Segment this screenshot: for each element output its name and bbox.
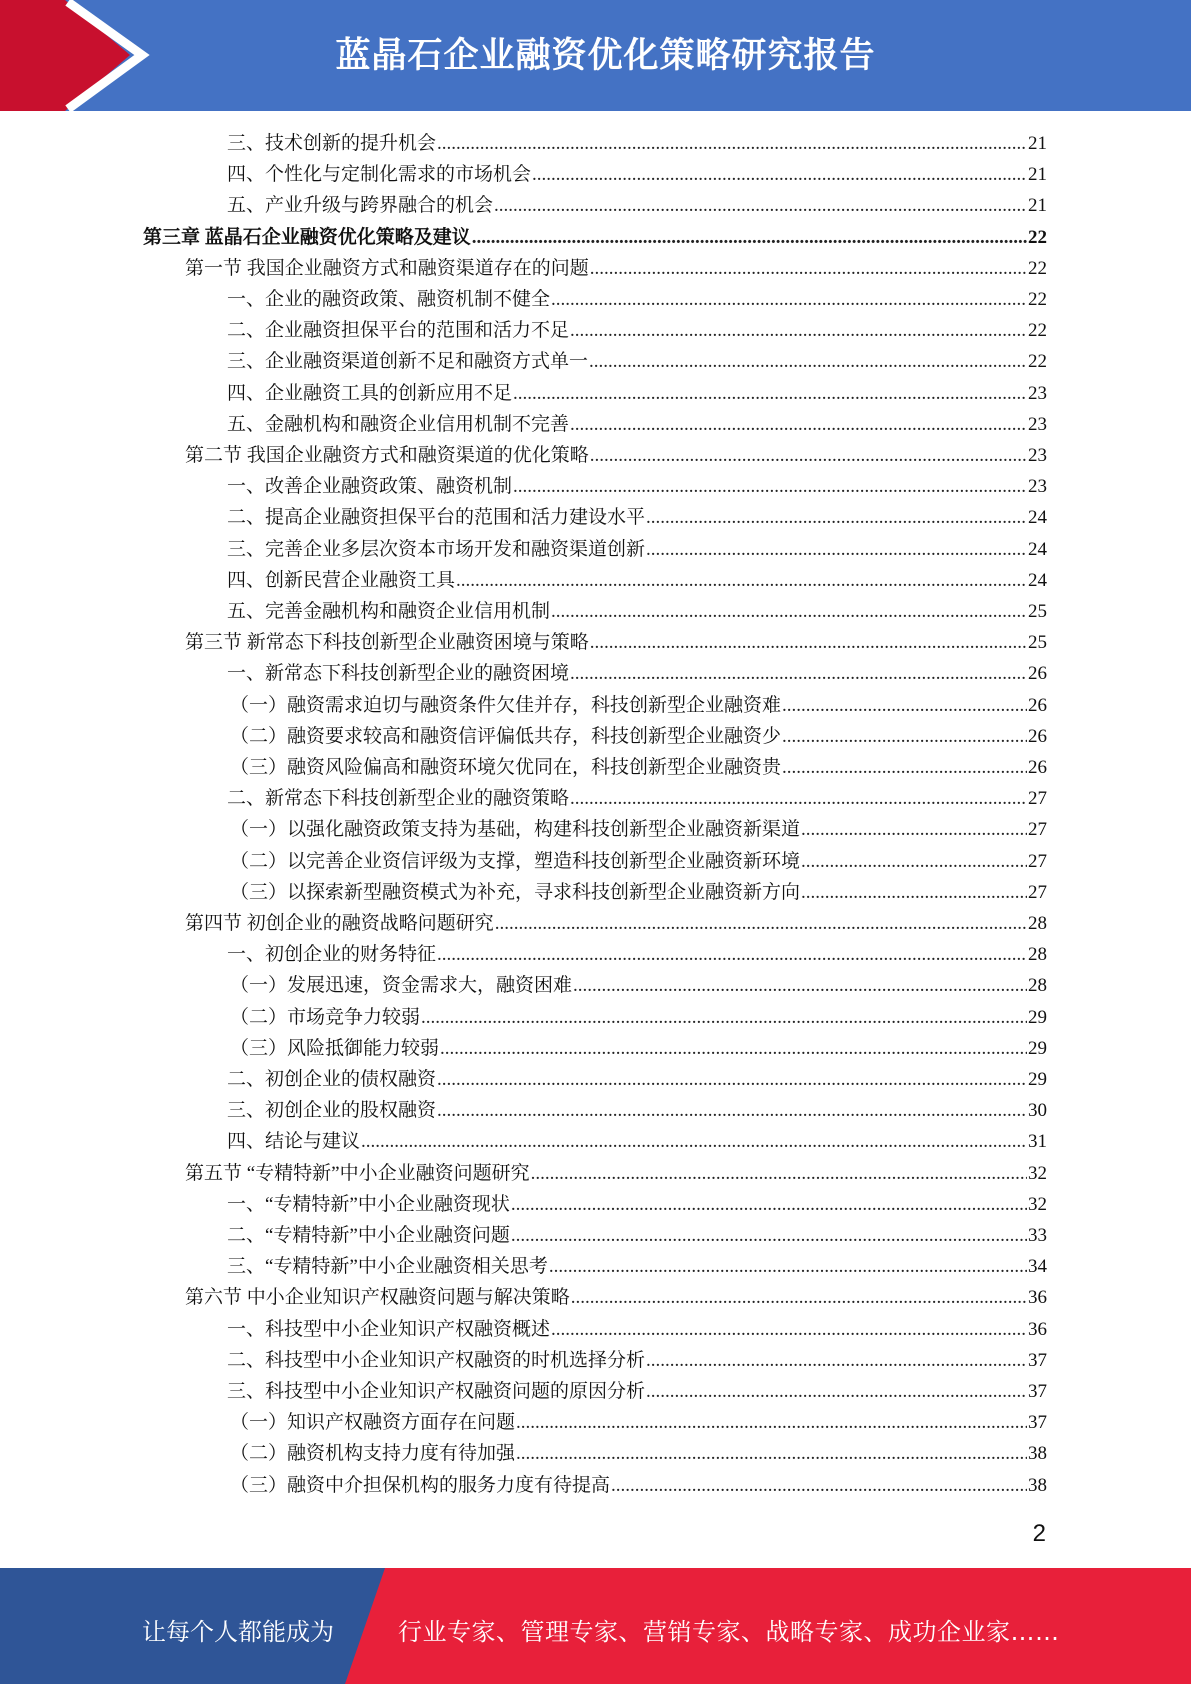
toc-entry-label: 一、初创企业的财务特征 xyxy=(227,944,437,965)
toc-entry-page: 37 xyxy=(1028,1381,1047,1402)
toc-entry-label: 第三章 蓝晶石企业融资优化策略及建议 xyxy=(143,227,471,248)
toc-entry-page: 23 xyxy=(1028,476,1047,497)
toc-entry-label: （一）以强化融资政策支持为基础，构建科技创新型企业融资新渠道 xyxy=(230,819,801,840)
toc-entry-page: 37 xyxy=(1028,1350,1047,1371)
toc-dot-leader xyxy=(646,502,1027,533)
toc-subsection-entry[interactable] xyxy=(230,752,1047,783)
toc-dot-leader xyxy=(511,1189,1027,1220)
toc-entry-label: 三、初创企业的股权融资 xyxy=(227,1100,437,1121)
toc-subsection-entry[interactable] xyxy=(227,315,1047,346)
toc-subsection-entry[interactable] xyxy=(227,658,1047,689)
toc-subsection-entry[interactable] xyxy=(227,1314,1047,1345)
toc-entry-label: 二、新常态下科技创新型企业的融资策略 xyxy=(227,788,570,809)
toc-dot-leader xyxy=(511,1220,1027,1251)
toc-dot-leader xyxy=(801,814,1027,845)
toc-entry-label: 一、新常态下科技创新型企业的融资困境 xyxy=(227,663,570,684)
toc-subsection-entry[interactable] xyxy=(227,1251,1047,1282)
toc-entry-page: 24 xyxy=(1028,507,1047,528)
toc-subsection-entry[interactable] xyxy=(227,346,1047,377)
toc-dot-leader xyxy=(516,1407,1027,1438)
toc-subsection-entry[interactable] xyxy=(230,846,1047,877)
toc-dot-leader xyxy=(495,908,1027,939)
toc-entry-page: 26 xyxy=(1028,695,1047,716)
toc-subsection-entry[interactable] xyxy=(230,814,1047,845)
toc-entry-label: （三）风险抵御能力较弱 xyxy=(230,1038,440,1059)
toc-entry-page: 30 xyxy=(1028,1100,1047,1121)
toc-entry-label: 第二节 我国企业融资方式和融资渠道的优化策略 xyxy=(185,445,589,466)
toc-entry-label: （二）以完善企业资信评级为支撑，塑造科技创新型企业融资新环境 xyxy=(230,851,801,872)
toc-entry-label: 一、科技型中小企业知识产权融资概述 xyxy=(227,1319,551,1340)
toc-entry-page: 27 xyxy=(1028,819,1047,840)
toc-entry-label: 第四节 初创企业的融资战略问题研究 xyxy=(185,913,494,934)
toc-dot-leader xyxy=(437,128,1027,159)
toc-subsection-entry[interactable] xyxy=(230,690,1047,721)
toc-entry-page: 21 xyxy=(1028,164,1047,185)
footer-banner xyxy=(0,1568,1191,1684)
toc-entry-page: 26 xyxy=(1028,757,1047,778)
toc-dot-leader xyxy=(590,627,1027,658)
toc-entry-page: 22 xyxy=(1028,227,1047,248)
toc-entry-label: 三、“专精特新”中小企业融资相关思考 xyxy=(227,1256,548,1277)
toc-subsection-entry[interactable] xyxy=(230,1407,1047,1438)
toc-entry-label: 三、企业融资渠道创新不足和融资方式单一 xyxy=(227,351,589,372)
toc-entry-label: 一、企业的融资政策、融资机制不健全 xyxy=(227,289,551,310)
toc-dot-leader xyxy=(472,222,1027,253)
toc-subsection-entry[interactable] xyxy=(230,1470,1047,1501)
toc-subsection-entry[interactable] xyxy=(227,783,1047,814)
toc-section-entry[interactable] xyxy=(185,1158,1047,1189)
toc-entry-page: 36 xyxy=(1028,1319,1047,1340)
toc-entry-label: （三）融资中介担保机构的服务力度有待提高 xyxy=(230,1475,611,1496)
toc-entry-page: 38 xyxy=(1028,1475,1047,1496)
toc-entry-label: 二、“专精特新”中小企业融资问题 xyxy=(227,1225,510,1246)
toc-dot-leader xyxy=(611,1470,1027,1501)
toc-dot-leader xyxy=(437,1095,1027,1126)
toc-entry-page: 26 xyxy=(1028,663,1047,684)
toc-dot-leader xyxy=(782,752,1027,783)
toc-subsection-entry[interactable] xyxy=(227,1095,1047,1126)
toc-dot-leader xyxy=(570,409,1027,440)
toc-entry-label: 二、企业融资担保平台的范围和活力不足 xyxy=(227,320,570,341)
toc-dot-leader xyxy=(573,970,1027,1001)
toc-entry-page: 28 xyxy=(1028,944,1047,965)
toc-entry-page: 34 xyxy=(1028,1256,1047,1277)
toc-entry-page: 27 xyxy=(1028,788,1047,809)
toc-dot-leader xyxy=(440,1033,1027,1064)
toc-entry-label: 第六节 中小企业知识产权融资问题与解决策略 xyxy=(185,1287,570,1308)
toc-dot-leader xyxy=(801,877,1027,908)
toc-subsection-entry[interactable] xyxy=(227,1126,1047,1157)
toc-subsection-entry[interactable] xyxy=(227,128,1047,159)
toc-entry-page: 23 xyxy=(1028,383,1047,404)
toc-entry-label: 第三节 新常态下科技创新型企业融资困境与策略 xyxy=(185,632,589,653)
toc-entry-page: 38 xyxy=(1028,1443,1047,1464)
toc-entry-label: （三）以探索新型融资模式为补充，寻求科技创新型企业融资新方向 xyxy=(230,882,801,903)
toc-entry-label: 三、完善企业多层次资本市场开发和融资渠道创新 xyxy=(227,539,646,560)
toc-dot-leader xyxy=(570,658,1027,689)
toc-entry-label: 五、金融机构和融资企业信用机制不完善 xyxy=(227,414,570,435)
toc-entry-page: 29 xyxy=(1028,1038,1047,1059)
toc-entry-page: 25 xyxy=(1028,601,1047,622)
toc-subsection-entry[interactable] xyxy=(227,471,1047,502)
toc-subsection-entry[interactable] xyxy=(227,1376,1047,1407)
toc-subsection-entry[interactable] xyxy=(230,721,1047,752)
toc-entry-label: 五、产业升级与跨界融合的机会 xyxy=(227,195,494,216)
toc-dot-leader xyxy=(494,190,1027,221)
toc-entry-label: 三、技术创新的提升机会 xyxy=(227,133,437,154)
toc-subsection-entry[interactable] xyxy=(230,1002,1047,1033)
toc-entry-label: 四、个性化与定制化需求的市场机会 xyxy=(227,164,532,185)
toc-dot-leader xyxy=(513,378,1027,409)
toc-subsection-entry[interactable] xyxy=(227,596,1047,627)
toc-dot-leader xyxy=(590,253,1027,284)
toc-entry-label: （一）融资需求迫切与融资条件欠佳并存，科技创新型企业融资难 xyxy=(230,695,782,716)
toc-subsection-entry[interactable] xyxy=(230,1438,1047,1469)
toc-section-entry[interactable] xyxy=(185,1282,1047,1313)
toc-entry-page: 33 xyxy=(1028,1225,1047,1246)
toc-entry-page: 32 xyxy=(1028,1194,1047,1215)
toc-section-entry[interactable] xyxy=(185,253,1047,284)
toc-entry-label: 四、结论与建议 xyxy=(227,1131,361,1152)
toc-subsection-entry[interactable] xyxy=(227,502,1047,533)
toc-entry-page: 22 xyxy=(1028,289,1047,310)
toc-dot-leader xyxy=(551,1314,1027,1345)
toc-dot-leader xyxy=(589,346,1027,377)
toc-entry-page: 27 xyxy=(1028,882,1047,903)
toc-subsection-entry[interactable] xyxy=(227,284,1047,315)
toc-dot-leader xyxy=(782,690,1027,721)
toc-dot-leader xyxy=(516,1438,1027,1469)
toc-dot-leader xyxy=(513,471,1027,502)
toc-dot-leader xyxy=(531,1158,1027,1189)
report-title: 蓝晶石企业融资优化策略研究报告 xyxy=(335,36,876,76)
toc-entry-page: 21 xyxy=(1028,195,1047,216)
toc-subsection-entry[interactable] xyxy=(227,1189,1047,1220)
toc-entry-page: 28 xyxy=(1028,913,1047,934)
toc-entry-label: （二）市场竞争力较弱 xyxy=(230,1007,421,1028)
toc-subsection-entry[interactable] xyxy=(227,409,1047,440)
toc-entry-page: 22 xyxy=(1028,258,1047,279)
toc-entry-label: 一、改善企业融资政策、融资机制 xyxy=(227,476,513,497)
toc-subsection-entry[interactable] xyxy=(230,877,1047,908)
toc-dot-leader xyxy=(437,939,1027,970)
toc-entry-page: 27 xyxy=(1028,851,1047,872)
toc-entry-page: 28 xyxy=(1028,975,1047,996)
toc-entry-page: 29 xyxy=(1028,1069,1047,1090)
toc-entry-page: 37 xyxy=(1028,1412,1047,1433)
toc-dot-leader xyxy=(590,440,1027,471)
toc-section-entry[interactable] xyxy=(185,627,1047,658)
toc-dot-leader xyxy=(456,565,1027,596)
toc-dot-leader xyxy=(437,1064,1027,1095)
toc-entry-page: 22 xyxy=(1028,351,1047,372)
toc-dot-leader xyxy=(646,534,1027,565)
toc-subsection-entry[interactable] xyxy=(230,970,1047,1001)
toc-entry-page: 24 xyxy=(1028,570,1047,591)
toc-subsection-entry[interactable] xyxy=(227,378,1047,409)
toc-subsection-entry[interactable] xyxy=(227,190,1047,221)
toc-dot-leader xyxy=(571,1282,1027,1313)
toc-entry-label: 五、完善金融机构和融资企业信用机制 xyxy=(227,601,551,622)
toc-entry-page: 23 xyxy=(1028,445,1047,466)
toc-entry-page: 25 xyxy=(1028,632,1047,653)
toc-dot-leader xyxy=(549,1251,1027,1282)
page-number: 2 xyxy=(1032,1520,1046,1547)
footer-slogan-right: 行业专家、管理专家、营销专家、战略专家、成功企业家…… xyxy=(398,1618,1060,1646)
toc-entry-label: 第一节 我国企业融资方式和融资渠道存在的问题 xyxy=(185,258,589,279)
toc-dot-leader xyxy=(551,596,1027,627)
toc-subsection-entry[interactable] xyxy=(227,565,1047,596)
toc-entry-label: （二）融资机构支持力度有待加强 xyxy=(230,1443,516,1464)
toc-subsection-entry[interactable] xyxy=(227,1345,1047,1376)
toc-entry-page: 26 xyxy=(1028,726,1047,747)
toc-entry-label: （二）融资要求较高和融资信评偏低共存，科技创新型企业融资少 xyxy=(230,726,782,747)
toc-subsection-entry[interactable] xyxy=(227,534,1047,565)
toc-dot-leader xyxy=(801,846,1027,877)
toc-entry-page: 32 xyxy=(1028,1163,1047,1184)
toc-entry-page: 24 xyxy=(1028,539,1047,560)
toc-entry-page: 23 xyxy=(1028,414,1047,435)
toc-dot-leader xyxy=(782,721,1027,752)
toc-subsection-entry[interactable] xyxy=(230,1033,1047,1064)
toc-entry-label: 四、创新民营企业融资工具 xyxy=(227,570,456,591)
toc-entry-page: 36 xyxy=(1028,1287,1047,1308)
toc-chapter-entry[interactable] xyxy=(143,222,1047,253)
toc-dot-leader xyxy=(421,1002,1027,1033)
toc-entry-label: 第五节 “专精特新”中小企业融资问题研究 xyxy=(185,1163,530,1184)
toc-entry-page: 22 xyxy=(1028,320,1047,341)
toc-entry-page: 31 xyxy=(1028,1131,1047,1152)
toc-entry-label: （一）知识产权融资方面存在问题 xyxy=(230,1412,516,1433)
toc-entry-label: 二、提高企业融资担保平台的范围和活力建设水平 xyxy=(227,507,646,528)
toc-subsection-entry[interactable] xyxy=(227,159,1047,190)
toc-dot-leader xyxy=(646,1376,1027,1407)
toc-entry-page: 29 xyxy=(1028,1007,1047,1028)
toc-entry-label: 二、科技型中小企业知识产权融资的时机选择分析 xyxy=(227,1350,646,1371)
toc-dot-leader xyxy=(570,315,1027,346)
toc-entry-label: 四、企业融资工具的创新应用不足 xyxy=(227,383,513,404)
report-header xyxy=(0,0,1191,111)
toc-dot-leader xyxy=(570,783,1027,814)
toc-section-entry[interactable] xyxy=(185,908,1047,939)
toc-dot-leader xyxy=(551,284,1027,315)
toc-entry-page: 21 xyxy=(1028,133,1047,154)
toc-subsection-entry[interactable] xyxy=(227,1220,1047,1251)
toc-dot-leader xyxy=(532,159,1027,190)
toc-section-entry[interactable] xyxy=(185,440,1047,471)
toc-subsection-entry[interactable] xyxy=(227,939,1047,970)
toc-entry-label: （三）融资风险偏高和融资环境欠优同在，科技创新型企业融资贵 xyxy=(230,757,782,778)
toc-entry-label: 二、初创企业的债权融资 xyxy=(227,1069,437,1090)
footer-slogan-left: 让每个人都能成为 xyxy=(142,1618,334,1646)
toc-entry-label: 一、“专精特新”中小企业融资现状 xyxy=(227,1194,510,1215)
toc-entry-label: 三、科技型中小企业知识产权融资问题的原因分析 xyxy=(227,1381,646,1402)
toc-entry-label: （一）发展迅速，资金需求大，融资困难 xyxy=(230,975,573,996)
toc-subsection-entry[interactable] xyxy=(227,1064,1047,1095)
toc-dot-leader xyxy=(646,1345,1027,1376)
toc-dot-leader xyxy=(361,1126,1027,1157)
